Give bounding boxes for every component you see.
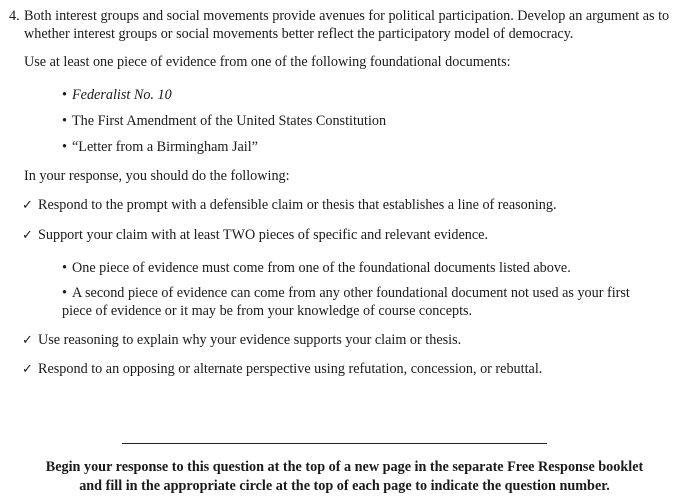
response-instructions: In your response, you should do the following: xyxy=(24,168,290,184)
task-item xyxy=(22,331,461,350)
document-item xyxy=(62,138,662,156)
question-header xyxy=(9,7,681,43)
bullet-icon: • xyxy=(62,113,67,129)
task-text: Respond to an opposing or alternate perspective using refutation, concession, or rebuttal. xyxy=(38,361,543,377)
divider-line xyxy=(122,443,547,444)
footer-line-1: Begin your response to this question at the top of a new page in the separate Free Response booklet xyxy=(45,459,644,475)
document-item xyxy=(62,86,662,104)
task-item xyxy=(22,360,542,379)
question-prompt: Both interest groups and social movements provide avenues for political participation. Develop an argument as to whether interest groups or social movements better reflect the participatory model of democracy. xyxy=(24,8,670,42)
evidence-rule-item xyxy=(62,259,662,277)
checkmark-icon: ✓ xyxy=(22,228,33,243)
document-title: “Letter from a Birmingham Jail” xyxy=(72,139,258,155)
footer-line-2: and fill in the appropriate circle at the top of each page to indicate the question number. xyxy=(79,478,610,494)
checkmark-icon: ✓ xyxy=(22,198,33,213)
footer-instructions xyxy=(0,458,689,496)
document-title: The First Amendment of the United States Constitution xyxy=(72,113,387,129)
evidence-instructions: Use at least one piece of evidence from one of the following foundational documents: xyxy=(24,54,511,70)
bullet-icon: • xyxy=(62,260,67,276)
task-item xyxy=(22,226,488,245)
checkmark-icon: ✓ xyxy=(22,362,33,377)
bullet-icon: • xyxy=(62,87,67,103)
checkmark-icon: ✓ xyxy=(22,333,33,348)
document-item xyxy=(62,112,662,130)
evidence-rule-item xyxy=(62,284,637,320)
question-number: 4. xyxy=(9,8,20,24)
bullet-icon: • xyxy=(62,139,67,155)
document-title: Federalist No. 10 xyxy=(72,87,172,103)
evidence-rule-text: A second piece of evidence can come from any other foundational document not used as your first piece of evidence or it may be from your knowledge of course concepts. xyxy=(62,285,630,319)
task-text: Respond to the prompt with a defensible claim or thesis that establishes a line of reasoning. xyxy=(38,197,557,213)
bullet-icon: • xyxy=(62,285,67,301)
evidence-rule-text: One piece of evidence must come from one of the foundational documents listed above. xyxy=(72,260,571,276)
task-text: Support your claim with at least TWO pieces of specific and relevant evidence. xyxy=(38,227,489,243)
task-text: Use reasoning to explain why your evidence supports your claim or thesis. xyxy=(38,332,462,348)
task-item xyxy=(22,196,557,215)
